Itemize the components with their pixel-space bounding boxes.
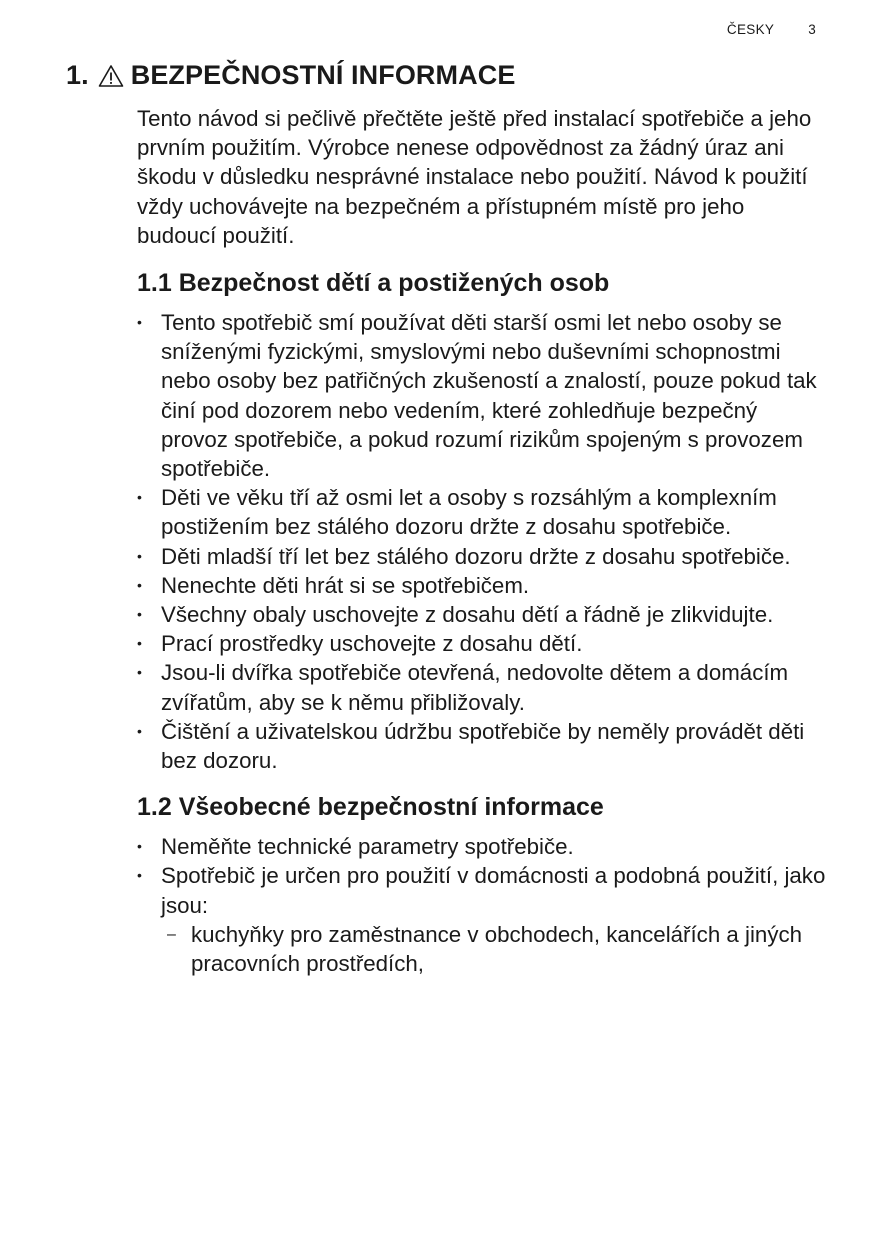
intro-paragraph: Tento návod si pečlivě přečtěte ještě před instalací spotřebiče a jeho prvním použitím. Výrobce nenese odpovědnost za žádný úraz ani škodu v důsledku nesprávné instalace nebo použití. Návod k použití vždy uchovávejte na bezpečném a přístupném místě pro jeho budoucí použití.: [137, 106, 812, 248]
header-language: ČESKY: [726, 22, 775, 37]
sub-list: [161, 920, 827, 978]
list-item: • Jsou-li dvířka spotřebiče otevřená, nedovolte dětem a domácím zvířatům, aby se k němu přibližovaly.: [137, 658, 827, 716]
list-item: • Děti mladší tří let bez stálého dozoru držte z dosahu spotřebiče.: [137, 542, 827, 571]
page-header: [727, 22, 816, 37]
general-safety-list: [137, 832, 827, 978]
list-item: • Prací prostředky uschovejte z dosahu dětí.: [137, 629, 827, 658]
heading-child-safety: 1.1 Bezpečnost dětí a postižených osob: [137, 269, 610, 298]
sub-list-item: – kuchyňky pro zaměstnance v obchodech, kancelářích a jiných pracovních prostředích,: [161, 920, 827, 978]
list-item: • Nenechte děti hrát si se spotřebičem.: [137, 571, 827, 600]
list-item: • Všechny obaly uschovejte z dosahu dětí a řádně je zlikvidujte.: [137, 600, 827, 629]
list-item: • Čištění a uživatelskou údržbu spotřebiče by neměly provádět děti bez dozoru.: [137, 717, 827, 775]
list-item-text: Spotřebič je určen pro použití v domácnosti a podobná použití, jako jsou:: [161, 863, 826, 918]
document-body: [137, 104, 827, 978]
page-number: 3: [808, 22, 816, 37]
warning-triangle-icon: [98, 64, 124, 88]
section-title-text: BEZPEČNOSTNÍ INFORMACE: [130, 60, 516, 90]
list-item: [137, 861, 827, 978]
list-item: • Tento spotřebič smí používat děti starší osmi let nebo osoby se sníženými fyzickými, smyslovými nebo duševními schopnostmi nebo osoby bez patřičných zkušeností a znalostí, pouze pokud tak činí pod dozorem nebo vedením, které zohledňuje bezpečný provoz spotřebiče, a pokud rozumí rizikům spojeným s provozem spotřebiče.: [137, 308, 827, 483]
list-item: • Neměňte technické parametry spotřebiče.: [137, 832, 827, 861]
child-safety-list: [137, 308, 827, 775]
heading-general-safety: 1.2 Všeobecné bezpečnostní informace: [137, 793, 604, 822]
section-number: 1.: [66, 60, 89, 90]
section-title: [66, 60, 515, 91]
list-item: • Děti ve věku tří až osmi let a osoby s rozsáhlým a komplexním postižením bez stálého dozoru držte z dosahu spotřebiče.: [137, 483, 827, 541]
